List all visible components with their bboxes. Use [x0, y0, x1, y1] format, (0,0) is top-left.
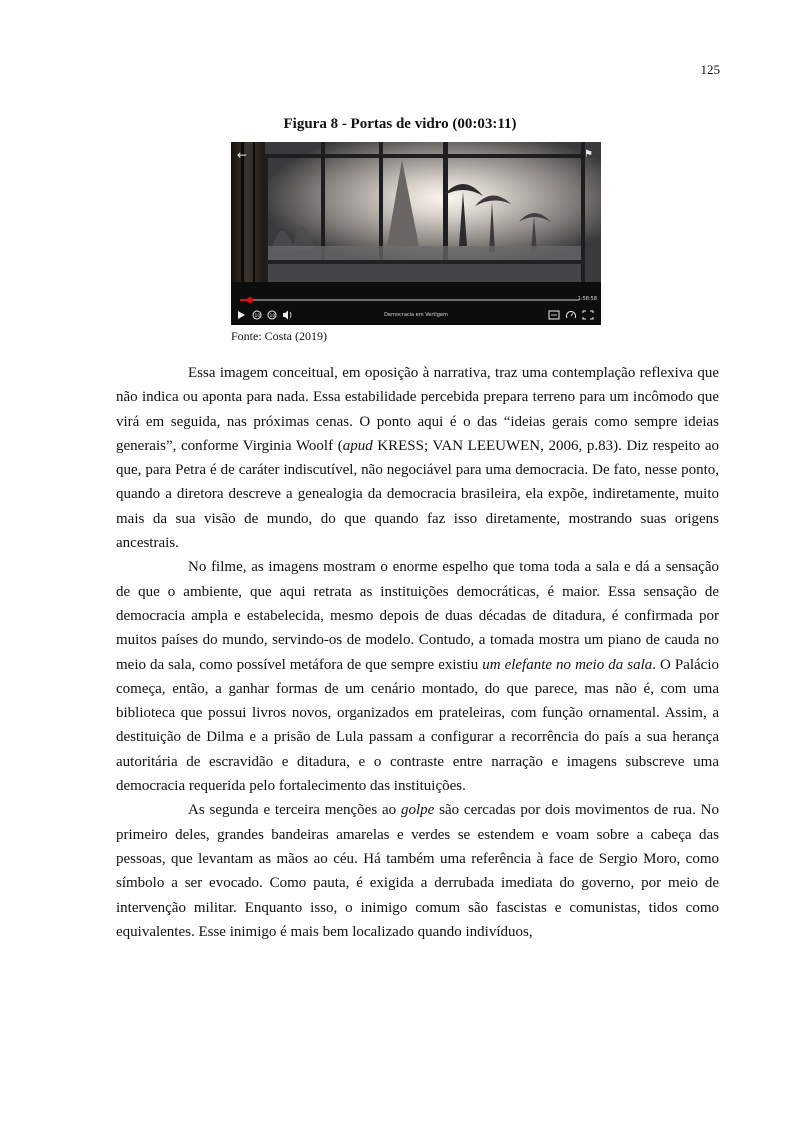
arrow-left-icon[interactable]: ←: [237, 148, 248, 162]
text-run: são cercadas por dois movimentos de rua. No primeiro deles, grandes bandeiras amarelas e verdes se estendem e voam sobre a cabeça das pessoas, que levantam as mãos ao céu. Há também uma referência à face de Sergio Moro, como símbolo a ser evocado. Como pauta, é exigida a derrubada imediata do governo, por meio de intervenção militar. Enquanto isso, o inimigo comum são fascistas e comunistas, tidos como equivalentes. Esse inimigo é mais bem localizado quando indivíduos,: [116, 802, 719, 940]
figure-source: Fonte: Costa (2019): [231, 329, 327, 343]
italic-text: apud: [342, 437, 373, 454]
svg-text:10: 10: [269, 314, 276, 319]
italic-text: um elefante no meio da sala: [482, 656, 653, 673]
video-title: Democracia em Vertigem: [384, 312, 448, 318]
italic-text: golpe: [400, 802, 435, 819]
video-frame: [231, 142, 601, 325]
control-bar: [231, 305, 601, 325]
video-player[interactable]: [231, 142, 601, 325]
svg-text:10: 10: [254, 314, 261, 319]
paragraph: [116, 361, 719, 555]
figure-caption: Figura 8 - Portas de vidro (00:03:11): [283, 116, 517, 132]
text-run: KRESS; VAN LEEUWEN, 2006, p.83). Diz respeito ao que, para Petra é de caráter indiscutível, não negociável para uma democracia. De fato, nesse ponto, quando a diretora descreve a genealogia da democracia brasileira, ela expõe, indiretamente, muito mais da sua visão de mundo, do que quando faz isso diretamente, mostrando suas origens ancestrais.: [116, 437, 719, 552]
time-remaining: 1:58:58: [577, 296, 597, 302]
body-text: [116, 361, 719, 944]
text-run: . O Palácio começa, então, a ganhar formas de um cenário montado, do que parece, mas não é, com uma biblioteca que possui livros novos, organizados em prateleiras, com função ornamental. Assim, a destituição de Dilma e a prisão de Lula passam a configurar a recorrência do país a sua herança autoritária de escravidão e ditadura, e o contraste entre narração e imagens subscreve uma democracia requerida pelo fortalecimento das instituições.: [116, 656, 719, 795]
paragraph: [116, 798, 719, 944]
progress-bar[interactable]: [240, 299, 579, 301]
paragraph: [116, 555, 719, 798]
text-run: Essa imagem conceitual, em oposição à narrativa, traz uma contemplação reflexiva que não indica ou aponta para nada. Essa estabilidade percebida prepara terreno para um incômodo que virá em seguida, nas próximas cenas. O ponto aqui é o das “ideias gerais como sempre ideias generais”, conforme Virginia Woolf (: [116, 365, 719, 454]
page-number: 125: [700, 62, 720, 77]
text-run: No filme, as imagens mostram o enorme espelho que toma toda a sala e dá a sensação de que o ambiente, que aqui retrata as instituições democráticas, é maior. Essa sensação de democracia ampla e estabelecida, mesmo depois de duas décadas de ditadura, é confirmada por muitos países do mundo, servindo-os de modelo. Contudo, a tomada mostra um piano de cauda no meio da sala, como possível metáfora de que sempre existiu: [116, 559, 719, 673]
flag-icon[interactable]: ⚑: [584, 149, 593, 160]
text-run: As segunda e terceira menções ao: [188, 802, 401, 819]
